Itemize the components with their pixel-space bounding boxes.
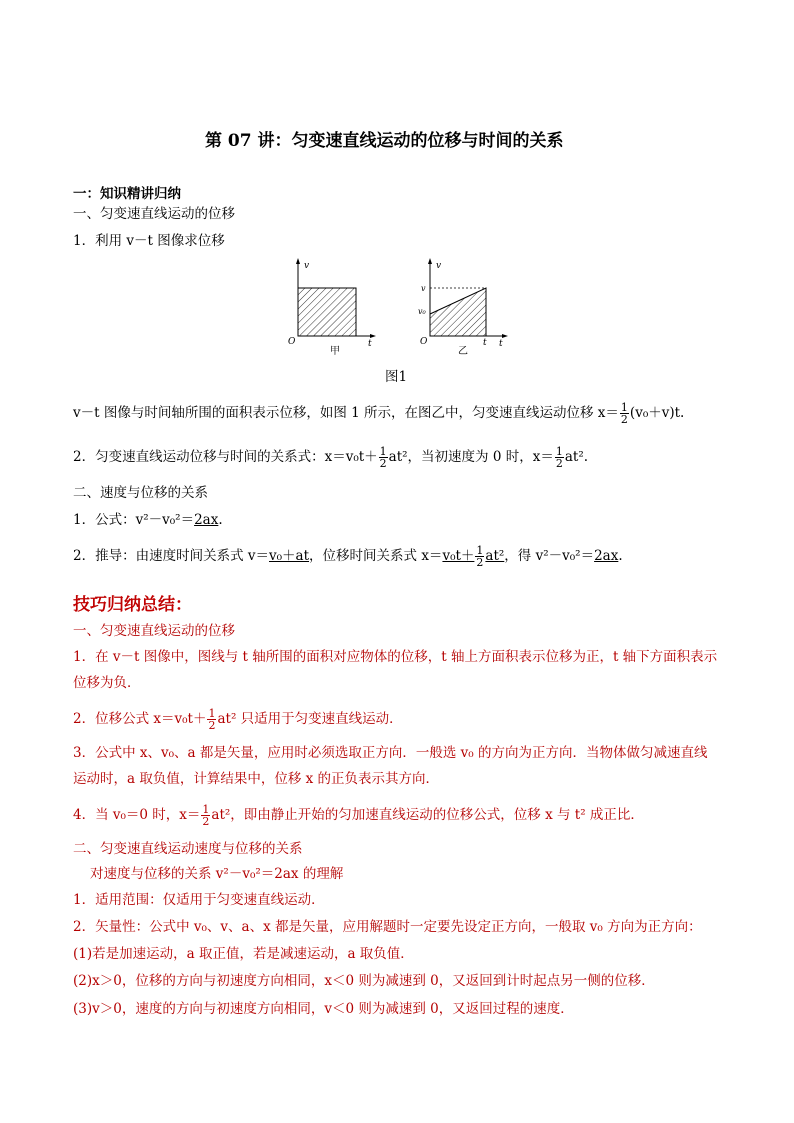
tips-q4: (2)x＞0，位移的方向与初速度方向相同，x＜0 则为减速到 0，又返回到计时起点另一侧的位移．	[73, 973, 655, 989]
figure-1-vt-graphs	[280, 256, 520, 360]
fraction-half: $\frac{1}{2}$	[202, 803, 210, 828]
label-v0: v₀	[418, 307, 426, 316]
item-formula: 1．公式：v²－v₀²＝2ax.	[73, 512, 223, 528]
graph-label-jia: 甲	[330, 346, 340, 357]
fraction-half: $\frac{1}{2}$	[208, 707, 216, 732]
item-displacement-formula: 2．匀变速直线运动位移与时间的关系式：x＝v₀t＋ $\frac{1}{2}$ at²，当初速度为 0 时，x＝ $\frac{1}{2}$ at².	[73, 445, 589, 470]
tips-subheading-2: 二、匀变速直线运动速度与位移的关系	[73, 841, 303, 857]
item-vt-graph: 1．利用 v－t 图像求位移	[73, 233, 225, 249]
fraction-half: $\frac{1}{2}$	[379, 445, 387, 470]
tips-p1-line2: 位移为负．	[73, 675, 141, 691]
tips-subheading-2b: 对速度与位移的关系 v²－v₀²＝2ax 的理解	[90, 866, 344, 882]
subheading-velocity-displacement: 二、速度与位移的关系	[73, 485, 208, 501]
fraction-half: $\frac{1}{2}$	[620, 401, 628, 426]
axis-t-label-a: t	[368, 339, 372, 349]
figure-caption: 图1	[385, 369, 408, 385]
graph-yi	[418, 258, 508, 357]
origin-label-a: O	[288, 337, 296, 347]
tips-q3: (1)若是加速运动，a 取正值，若是减速运动，a 取负值．	[73, 946, 414, 962]
item-derivation: 2．推导：由速度时间关系式 v＝v₀＋at，位移时间关系式 x＝v₀t＋ $\frac{1}{2}$ at²，得 v²－v₀²＝2ax.	[73, 544, 623, 569]
axis-t-label-b: t	[499, 339, 503, 349]
section-heading-tips: 技巧归纳总结：	[73, 595, 192, 615]
tips-q1: 1．适用范围：仅适用于匀变速直线运动．	[73, 892, 325, 908]
tips-p4: 4．当 v₀＝0 时，x＝ $\frac{1}{2}$ at²，即由静止开始的匀加速直线运动的位移公式，位移 x 与 t² 成正比．	[73, 803, 644, 828]
graph-jia	[288, 258, 376, 357]
section-heading-knowledge: 一：知识精讲归纳	[73, 186, 181, 202]
tick-t-label-b: t	[483, 338, 487, 348]
graph-label-yi: 乙	[458, 346, 468, 357]
tips-subheading-1: 一、匀变速直线运动的位移	[73, 623, 235, 639]
origin-label-b: O	[420, 337, 428, 347]
fraction-half: $\frac{1}{2}$	[555, 445, 563, 470]
tips-q5: (3)v＞0，速度的方向与初速度方向相同，v＜0 则为减速到 0，又返回过程的速度．	[73, 1001, 574, 1017]
tips-p3-line2: 运动时，a 取负值，计算结果中，位移 x 的正负表示其方向．	[73, 771, 440, 787]
tips-p3-line1: 3．公式中 x、v₀、a 都是矢量，应用时必须选取正方向．一般选 v₀ 的方向为正方向．当物体做匀减速直线	[73, 745, 708, 761]
page-title: 第 07 讲：匀变速直线运动的位移与时间的关系	[205, 131, 564, 151]
axis-v-label-a: v	[304, 261, 310, 271]
fraction-half: $\frac{1}{2}$	[476, 544, 484, 569]
tips-p2: 2．位移公式 x＝v₀t＋ $\frac{1}{2}$ at² 只适用于匀变速直线运动．	[73, 707, 403, 732]
axis-v-label-b: v	[436, 261, 442, 271]
label-v: v	[421, 284, 426, 293]
subheading-displacement: 一、匀变速直线运动的位移	[73, 206, 235, 222]
tips-p1-line1: 1．在 v－t 图像中，图线与 t 轴所围的面积对应物体的位移，t 轴上方面积表示位移为正，t 轴下方面积表示	[73, 649, 718, 665]
tips-q2: 2．矢量性：公式中 v₀、v、a、x 都是矢量，应用解题时一定要先设定正方向，一般取 v₀ 方向为正方向：	[73, 919, 702, 935]
para-area-displacement: v－t 图像与时间轴所围的面积表示位移，如图 1 所示，在图乙中，匀变速直线运动位移 x＝ $\frac{1}{2}$ (v₀＋v)t.	[73, 401, 685, 426]
